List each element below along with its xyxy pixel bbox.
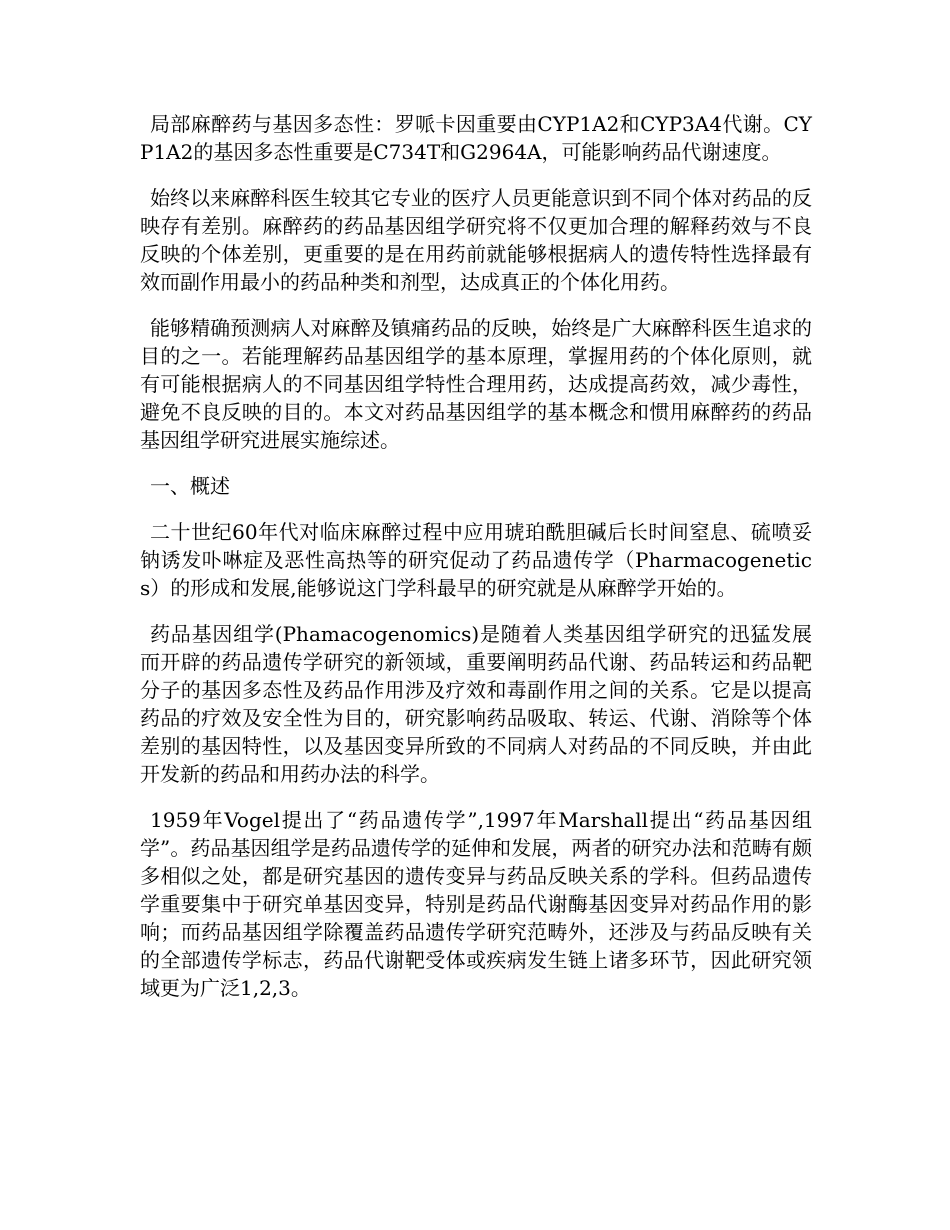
paragraph-research-goal: 能够精确预测病人对麻醉及镇痛药品的反映，始终是广大麻醉科医生追求的目的之一。若能理解药品基因组学的基本原理，掌握用药的个体化原则，就有可能根据病人的不同基因组学特性合理用药，达成提高药效，减少毒性，避免不良反映的目的。本文对药品基因组学的基本概念和惯用麻醉药的药品基因组学研究进展实施综述。 [140, 316, 812, 452]
paragraph-pharmacogenetics-history: 二十世纪60年代对临床麻醉过程中应用琥珀酰胆碱后长时间窒息、硫喷妥钠诱发卟啉症及恶性高热等的研究促动了药品遗传学（Pharmacogenetics）的形成和发展,能够说这门学科最早的研究就是从麻醉学开始的。 [140, 520, 812, 600]
section-heading-overview: 一、概述 [150, 474, 230, 498]
paragraph-vogel-marshall: 1959年Vogel提出了“药品遗传学”,1997年Marshall提出“药品基因组学”。药品基因组学是药品遗传学的延伸和发展，两者的研究办法和范畴有颇多相似之处，都是研究基因的遗传变异与药品反映关系的学科。但药品遗传学重要集中于研究单基因变异，特别是药品代谢酶基因变异对药品作用的影响；而药品基因组学除覆盖药品遗传学研究范畴外，还涉及与药品反映有关的全部遗传学标志，药品代谢靶受体或疾病发生链上诸多环节，因此研究领域更为广泛1,2,3。 [140, 808, 812, 1000]
paragraph-individual-differences: 始终以来麻醉科医生较其它专业的医疗人员更能意识到不同个体对药品的反映存有差别。麻醉药的药品基因组学研究将不仅更加合理的解释药效与不良反映的个体差别，更重要的是在用药前就能够根据病人的遗传特性选择最有效而副作用最小的药品种类和剂型，达成真正的个体化用药。 [140, 186, 812, 294]
paragraph-pharmacogenomics-definition: 药品基因组学(Phamacogenomics)是随着人类基因组学研究的迅猛发展而开辟的药品遗传学研究的新领域，重要阐明药品代谢、药品转运和药品靶分子的基因多态性及药品作用涉及疗效和毒副作用之间的关系。它是以提高药品的疗效及安全性为目的，研究影响药品吸取、转运、代谢、消除等个体差别的基因特性，以及基因变异所致的不同病人对药品的不同反映，并由此开发新的药品和用药办法的科学。 [140, 622, 812, 786]
paragraph-local-anesthetics: 局部麻醉药与基因多态性：罗哌卡因重要由CYP1A2和CYP3A4代谢。CYP1A2的基因多态性重要是C734T和G2964A，可能影响药品代谢速度。 [140, 112, 812, 164]
